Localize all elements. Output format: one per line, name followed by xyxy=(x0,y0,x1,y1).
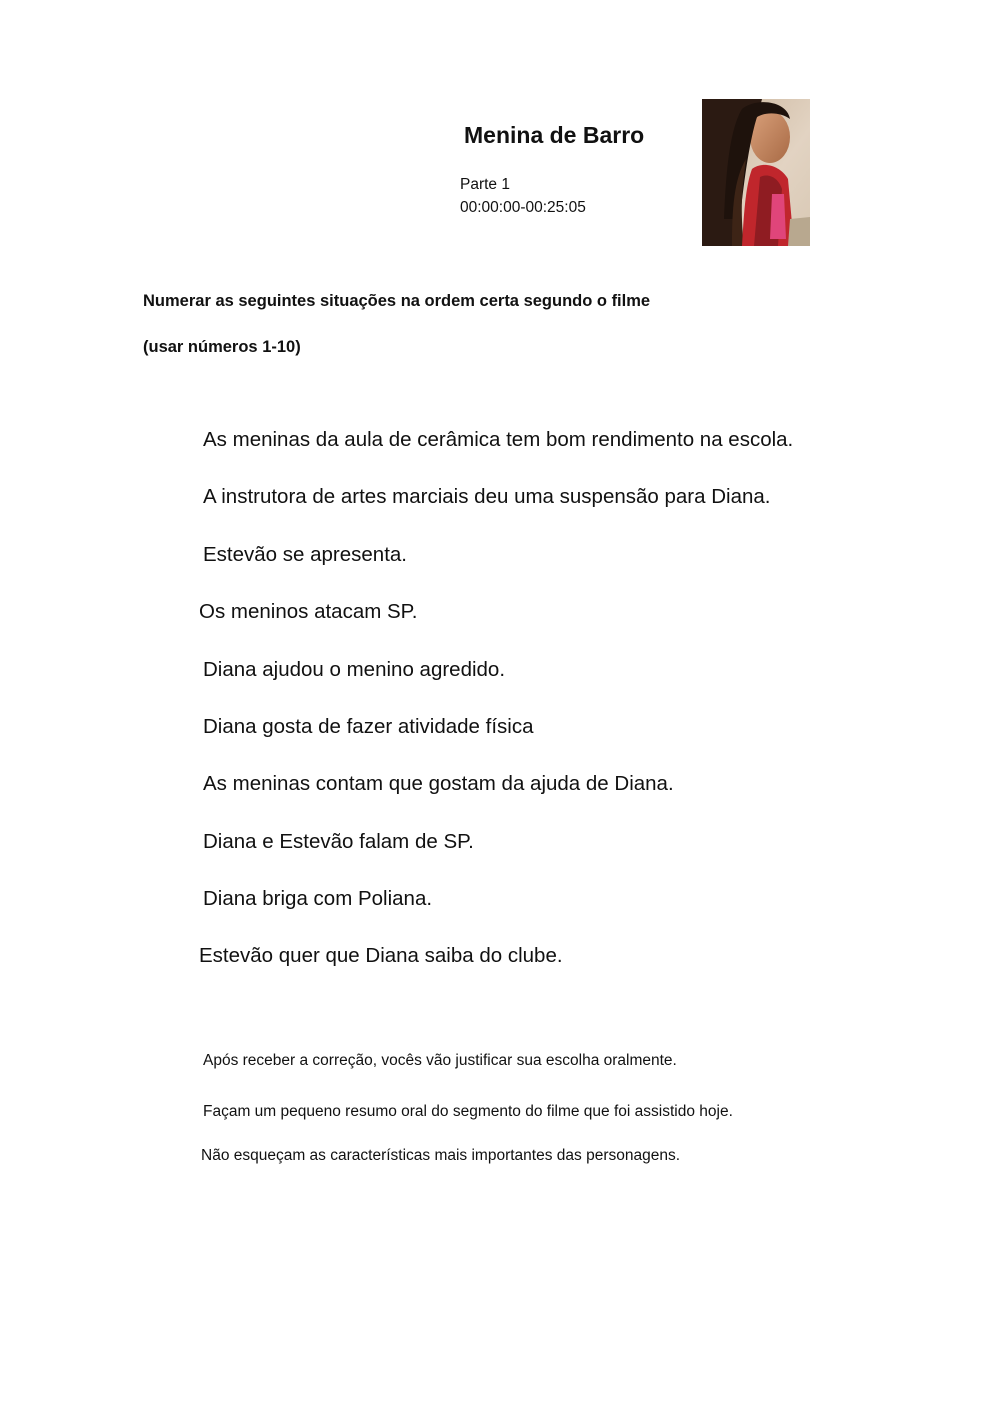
situation-item-7: As meninas contam que gostam da ajuda de Diana. xyxy=(203,772,674,795)
page-title: Menina de Barro xyxy=(464,122,645,148)
situation-item-10: Estevão quer que Diana saiba do clube. xyxy=(199,944,563,967)
instruction-line-1: Numerar as seguintes situações na ordem certa segundo o filme xyxy=(143,292,651,310)
situation-item-5: Diana ajudou o menino agredido. xyxy=(203,658,506,681)
note-characters: Não esqueçam as características mais importantes das personagens. xyxy=(201,1147,681,1164)
film-still-girl-icon xyxy=(702,99,810,246)
situation-item-9: Diana briga com Poliana. xyxy=(203,887,433,910)
situation-item-1: As meninas da aula de cerâmica tem bom rendimento na escola. xyxy=(203,428,794,451)
instruction-line-2: (usar números 1-10) xyxy=(143,338,301,356)
note-correction: Após receber a correção, vocês vão justificar sua escolha oralmente. xyxy=(203,1052,677,1069)
situation-item-2: A instrutora de artes marciais deu uma suspensão para Diana. xyxy=(203,485,771,508)
film-still-photo xyxy=(702,99,810,246)
situation-item-3: Estevão se apresenta. xyxy=(203,543,407,566)
timecode: 00:00:00-00:25:05 xyxy=(460,199,586,216)
situation-item-6: Diana gosta de fazer atividade física xyxy=(203,715,534,738)
part-label: Parte 1 xyxy=(460,176,510,193)
situation-item-8: Diana e Estevão falam de SP. xyxy=(203,830,474,853)
note-summary: Façam um pequeno resumo oral do segmento do filme que foi assistido hoje. xyxy=(203,1103,733,1120)
situation-item-4: Os meninos atacam SP. xyxy=(199,600,418,623)
